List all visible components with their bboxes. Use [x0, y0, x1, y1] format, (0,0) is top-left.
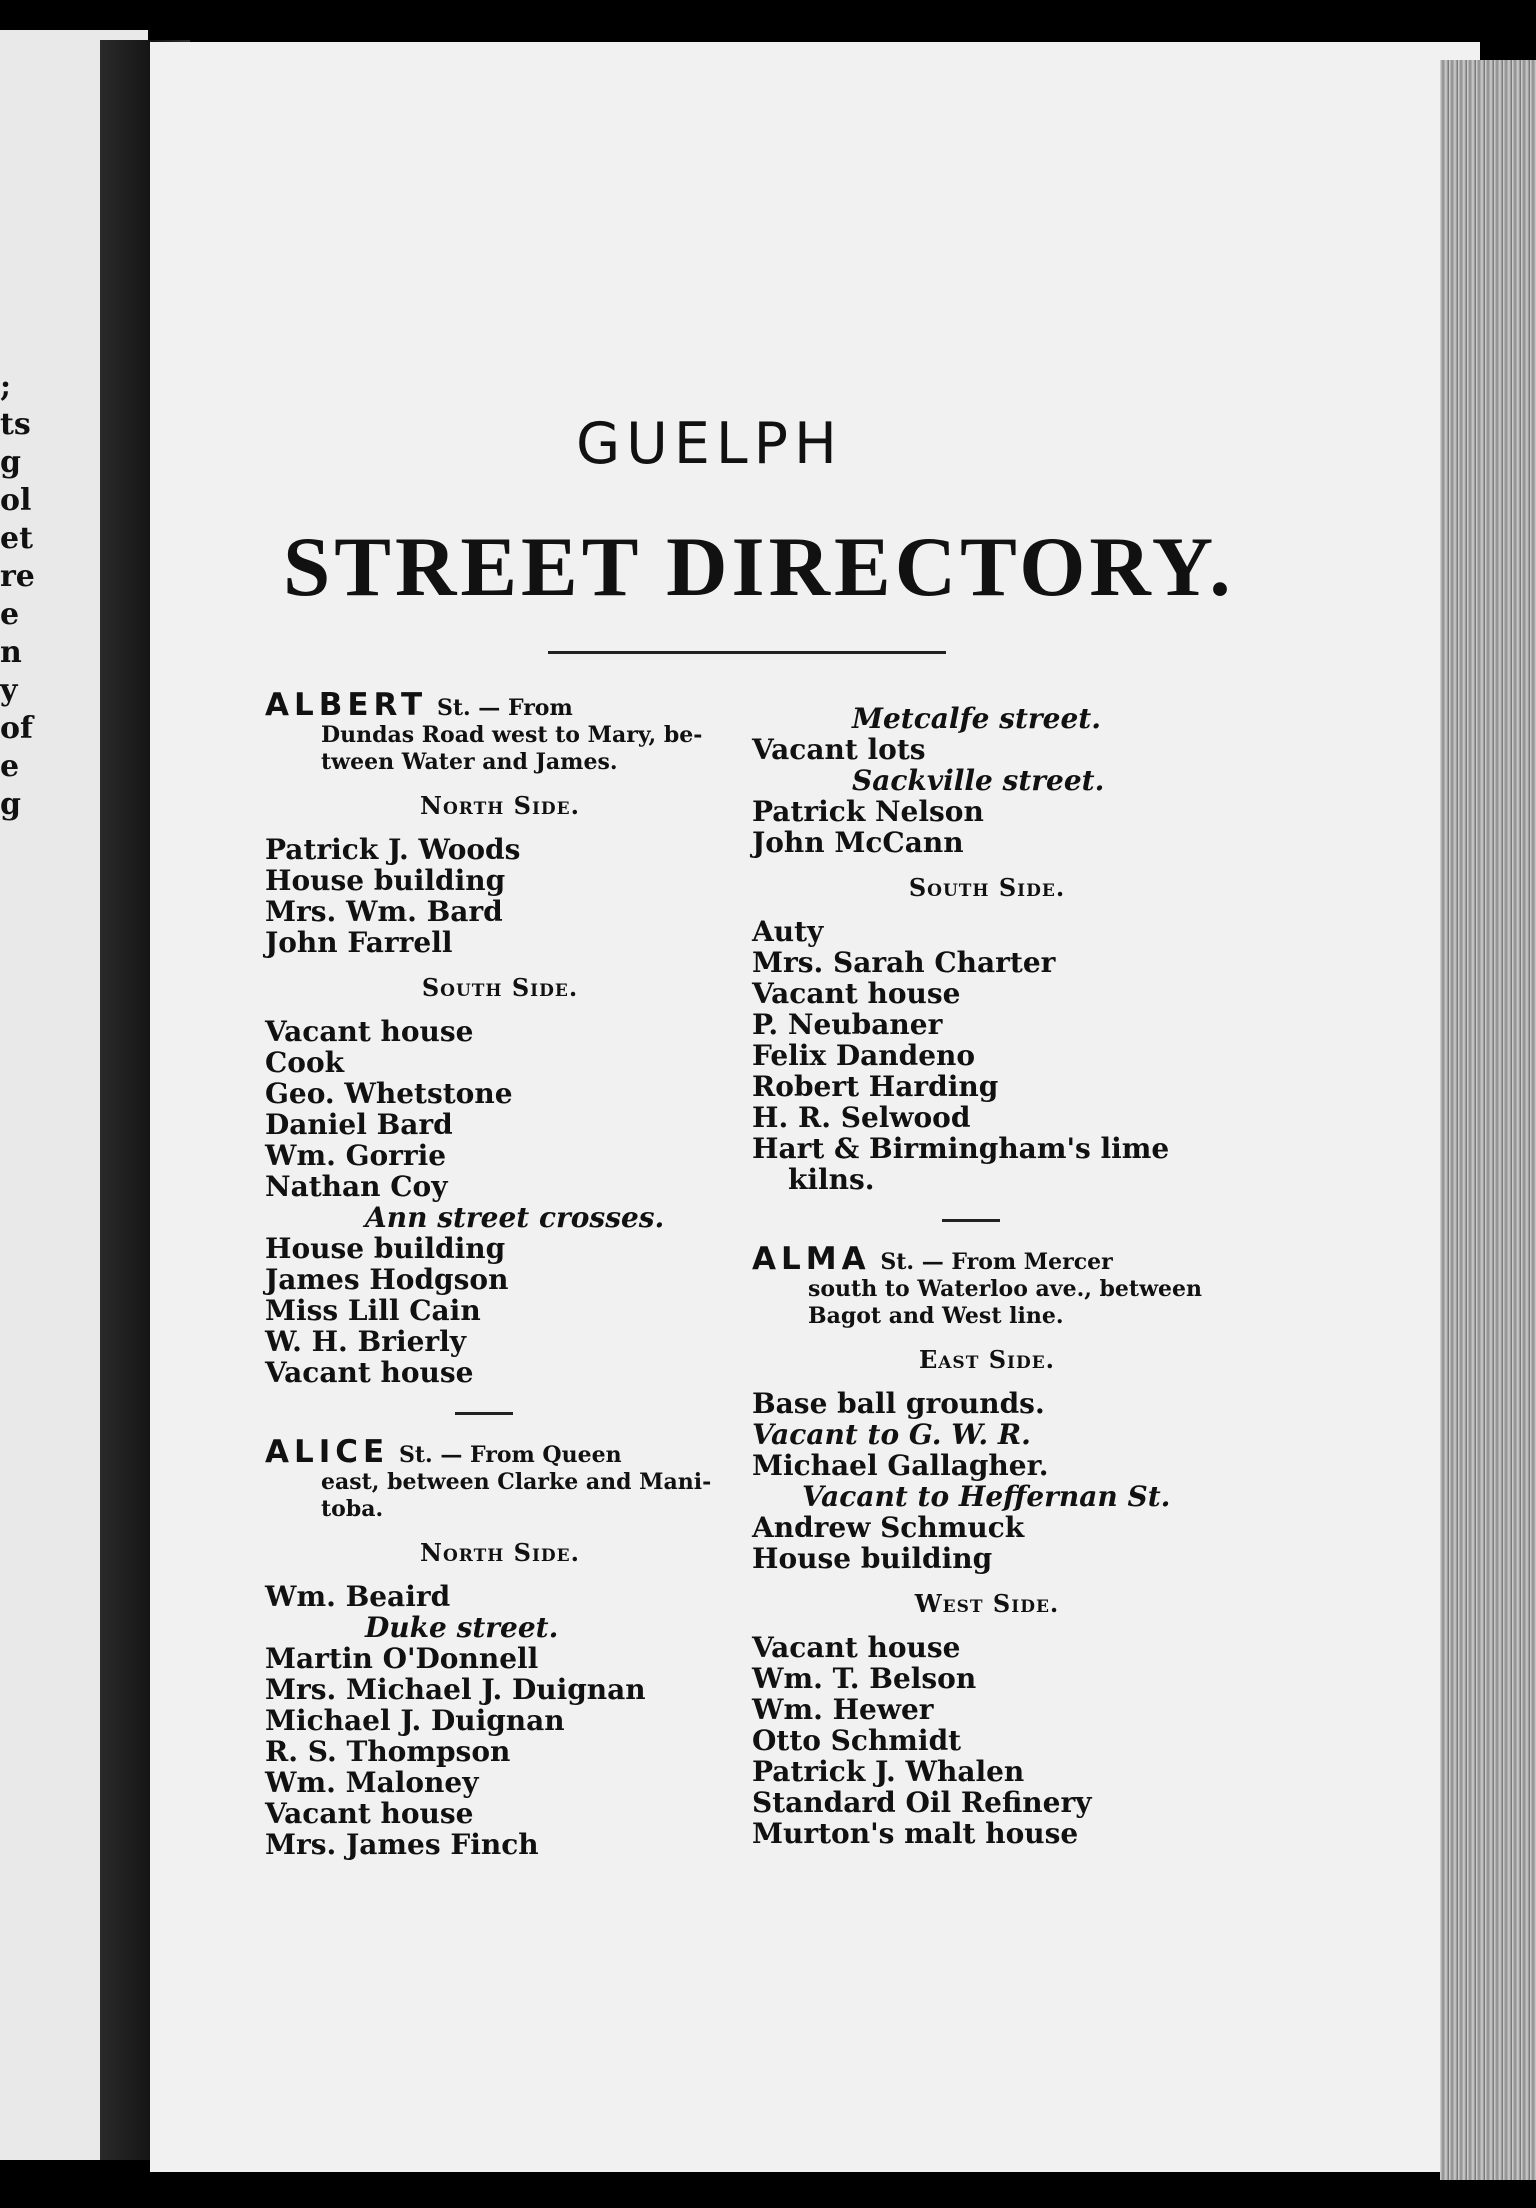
list-item: R. S. Thompson — [265, 1735, 511, 1768]
list-item: Martin O'Donnell — [265, 1642, 539, 1675]
title-city: GUELPH — [576, 411, 843, 477]
facing-page-fragment: ol — [0, 483, 32, 518]
list-item: Vacant house — [265, 1015, 474, 1048]
list-item: Robert Harding — [752, 1070, 999, 1103]
list-item: Vacant house — [752, 977, 961, 1010]
list-item: House building — [265, 864, 506, 897]
albert-north-heading: North Side. — [420, 791, 580, 820]
cross-street: Duke street. — [365, 1611, 559, 1644]
list-item: Patrick J. Whalen — [752, 1755, 1025, 1788]
list-item: Wm. Hewer — [752, 1693, 934, 1726]
desc-line: tween Water and James. — [321, 749, 618, 775]
desc-line: east, between Clarke and Mani- — [321, 1469, 712, 1495]
page-edges — [1440, 60, 1536, 2180]
street-name-albert: ALBERT — [265, 687, 428, 723]
albert-south-heading: South Side. — [421, 973, 579, 1002]
list-item: W. H. Brierly — [265, 1325, 467, 1358]
cross-street: Metcalfe street. — [852, 702, 1101, 735]
facing-page-fragment: e — [0, 597, 20, 632]
facing-page-fragment: n — [0, 635, 22, 670]
list-item: P. Neubaner — [752, 1008, 943, 1041]
right-column — [752, 703, 1222, 1849]
cross-street: Vacant to Heffernan St. — [802, 1480, 1171, 1513]
list-item: Geo. Whetstone — [265, 1077, 513, 1110]
alice-north-list — [265, 1581, 735, 1860]
list-item: Murton's malt house — [752, 1817, 1079, 1850]
list-item: House building — [752, 1542, 993, 1575]
alma-east-list — [752, 1388, 1222, 1574]
alice-heading — [265, 1434, 735, 1470]
alma-desc-cont — [752, 1276, 1222, 1330]
list-item: Vacant house — [265, 1797, 474, 1830]
list-item: H. R. Selwood — [752, 1101, 971, 1134]
albert-desc-cont — [265, 722, 735, 776]
albert-south-heading-cont: South Side. — [908, 873, 1066, 902]
list-item: Vacant lots — [752, 733, 926, 766]
desc-line: south to Waterloo ave., between — [808, 1276, 1203, 1302]
list-item: Mrs. James Finch — [265, 1828, 539, 1861]
alma-desc: St. — From Mercer — [880, 1249, 1113, 1275]
cross-street: Ann street crosses. — [365, 1201, 665, 1234]
albert-desc: St. — From — [436, 695, 573, 721]
desc-line: Bagot and West line. — [808, 1303, 1064, 1329]
list-item: Patrick Nelson — [752, 795, 984, 828]
albert-north-list — [265, 834, 735, 958]
list-item: Wm. Beaird — [265, 1580, 451, 1613]
list-item: Michael J. Duignan — [265, 1704, 565, 1737]
list-item: Wm. Gorrie — [265, 1139, 447, 1172]
section-divider — [942, 1219, 1000, 1222]
list-item: Wm. T. Belson — [752, 1662, 977, 1695]
list-item: Auty — [752, 915, 824, 948]
desc-line: toba. — [321, 1496, 384, 1522]
list-item: Miss Lill Cain — [265, 1294, 481, 1327]
title-directory: STREET DIRECTORY. — [283, 520, 1235, 614]
albert-south-list-cont — [752, 916, 1222, 1195]
street-name-alice: ALICE — [265, 1434, 390, 1470]
alma-east-heading: East Side. — [918, 1345, 1056, 1374]
facing-page-fragment: re — [0, 559, 35, 594]
list-item: Nathan Coy — [265, 1170, 448, 1203]
alma-west-list — [752, 1632, 1222, 1849]
list-item: Mrs. Wm. Bard — [265, 895, 503, 928]
list-item: Standard Oil Refinery — [752, 1786, 1092, 1819]
street-name-alma: ALMA — [752, 1241, 871, 1277]
list-item: Vacant house — [752, 1631, 961, 1664]
alice-north-heading: North Side. — [420, 1538, 580, 1567]
list-item: Patrick J. Woods — [265, 833, 521, 866]
desc-line: Dundas Road west to Mary, be- — [321, 722, 703, 748]
section-divider — [455, 1412, 513, 1415]
facing-page-fragment: e — [0, 749, 20, 784]
list-item: Base ball grounds. — [752, 1387, 1045, 1420]
facing-page-fragment: ; — [0, 369, 12, 404]
list-item: Andrew Schmuck — [752, 1511, 1025, 1544]
list-item: Otto Schmidt — [752, 1724, 962, 1757]
alice-desc-cont — [265, 1469, 735, 1523]
list-item-continuation: kilns. — [788, 1163, 875, 1196]
list-item: Mrs. Michael J. Duignan — [265, 1673, 646, 1706]
alice-desc: St. — From Queen — [398, 1442, 622, 1468]
list-item: Michael Gallagher. — [752, 1449, 1049, 1482]
list-item: John Farrell — [265, 926, 453, 959]
left-column — [265, 687, 735, 1861]
list-item: Felix Dandeno — [752, 1039, 976, 1072]
cross-street: Sackville street. — [852, 764, 1105, 797]
list-item: Mrs. Sarah Charter — [752, 946, 1056, 979]
alma-heading — [752, 1241, 1222, 1277]
facing-page-fragment: g — [0, 445, 21, 480]
facing-page-fragment: of — [0, 711, 33, 746]
facing-page-fragment: y — [0, 673, 18, 708]
alma-west-heading: West Side. — [914, 1589, 1060, 1618]
facing-page-fragment: g — [0, 787, 21, 822]
albert-heading — [265, 687, 735, 723]
facing-page-fragment: et — [0, 521, 33, 556]
list-item-vacant: Vacant to G. W. R. — [752, 1418, 1031, 1451]
list-item: House building — [265, 1232, 506, 1265]
list-item: Daniel Bard — [265, 1108, 453, 1141]
facing-page-fragment: ts — [0, 407, 31, 442]
title-rule — [548, 651, 946, 654]
list-item: James Hodgson — [265, 1263, 509, 1296]
list-item: John McCann — [752, 826, 964, 859]
albert-south-list — [265, 1016, 735, 1388]
list-item: Cook — [265, 1046, 345, 1079]
list-item: Hart & Birmingham's lime — [752, 1132, 1170, 1165]
list-item: Wm. Maloney — [265, 1766, 479, 1799]
list-item: Vacant house — [265, 1356, 474, 1389]
